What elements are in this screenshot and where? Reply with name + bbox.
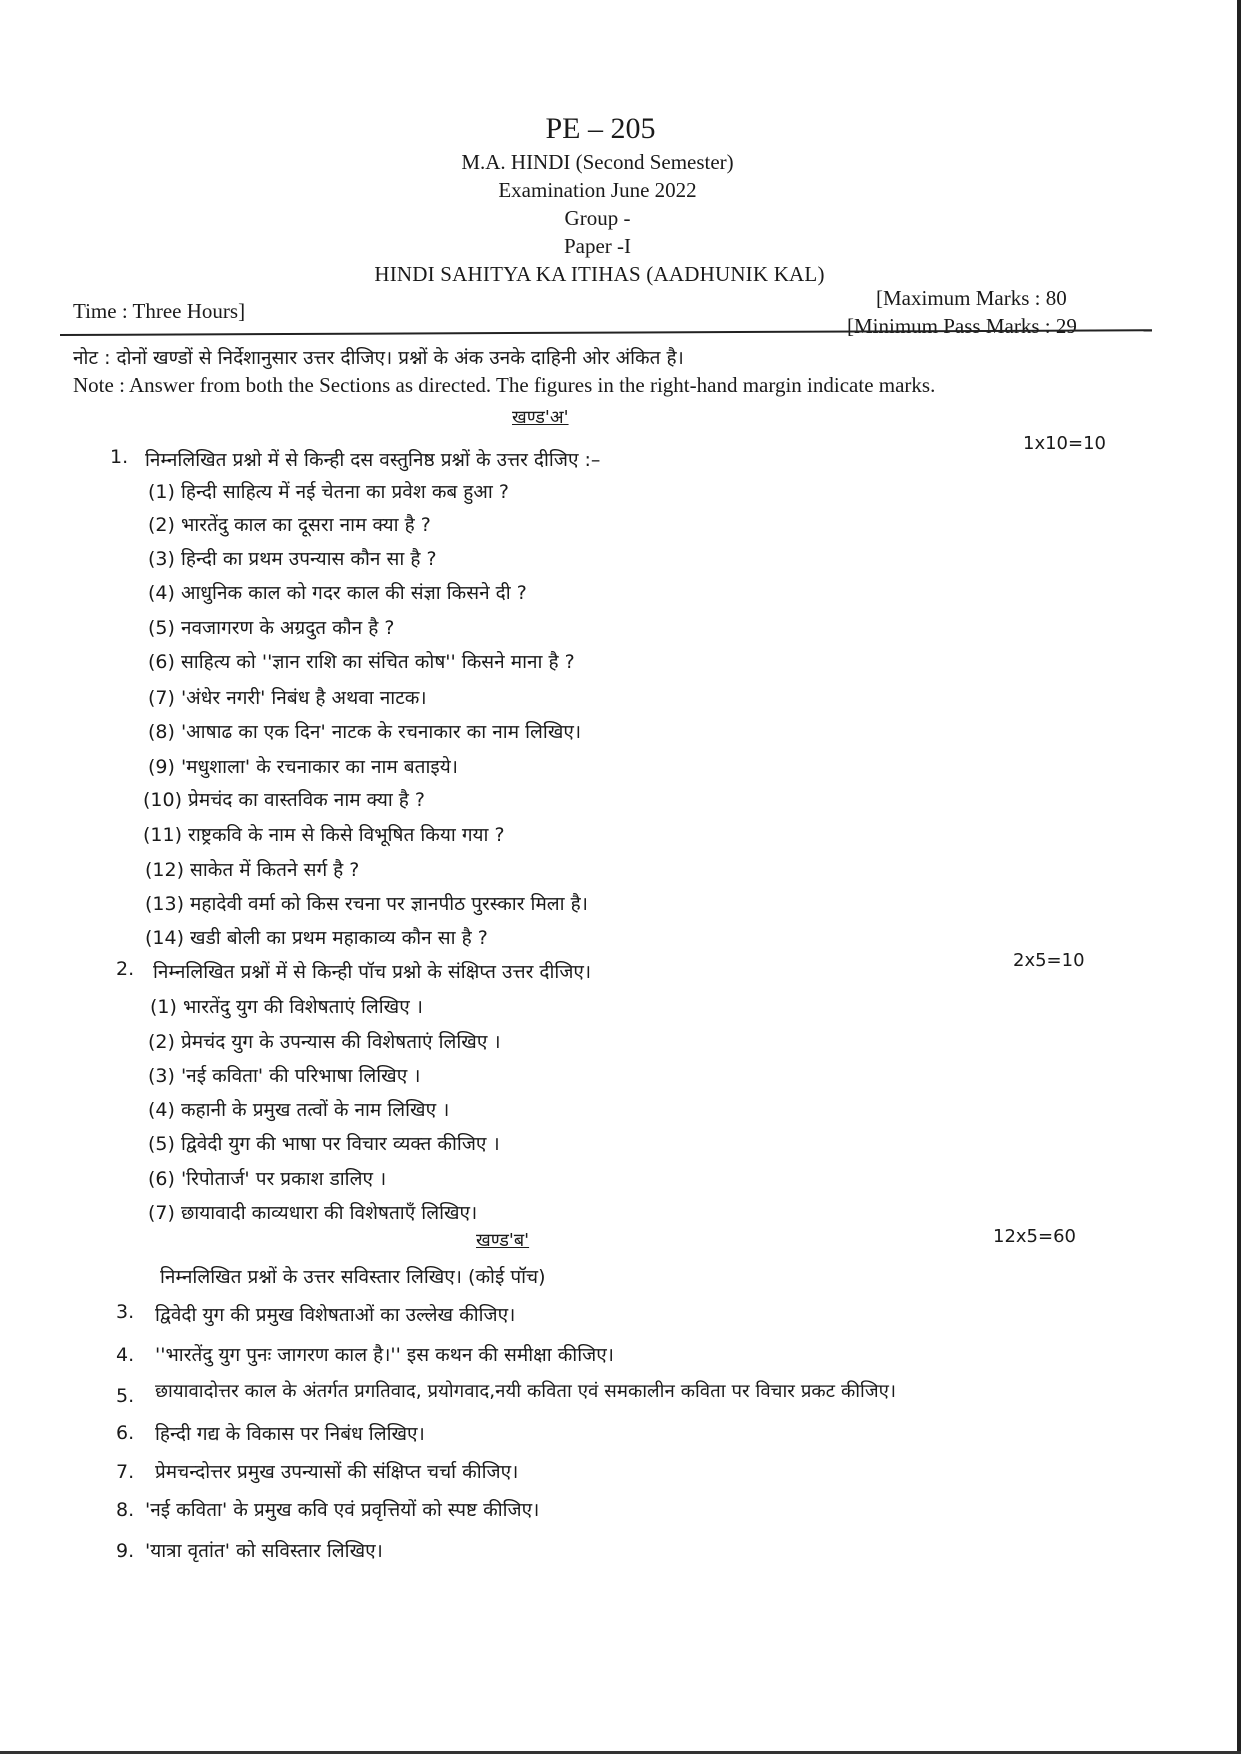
question-9-text: 'यात्रा वृतांत' को सविस्तार लिखिए। bbox=[145, 1540, 383, 1562]
question-3-text: द्विवेदी युग की प्रमुख विशेषताओं का उल्लेख कीजिए। bbox=[155, 1304, 516, 1326]
question-9-number: 9. bbox=[116, 1540, 135, 1562]
question-2-number: 2. bbox=[116, 958, 135, 980]
question-1-number: 1. bbox=[110, 446, 129, 468]
paper-label: Paper -I bbox=[563, 234, 632, 258]
question-1-item: (5) नवजागरण के अग्रदुत कौन है ? bbox=[148, 617, 395, 639]
section-b-marks: 12x5=60 bbox=[993, 1226, 1076, 1247]
question-1-item: (14) खडी बोली का प्रथम महाकाव्य कौन सा है ? bbox=[145, 927, 488, 949]
section-b-heading: खण्ड'ब' bbox=[476, 1230, 530, 1251]
question-5-text: छायावादोत्तर काल के अंतर्गत प्रगतिवाद, प्रयोगवाद,नयी कविता एवं समकालीन कविता पर विचार प्रकट कीजिए। bbox=[155, 1381, 897, 1402]
question-1-item: (6) साहित्य को ''ज्ञान राशि का संचित कोष'' किसने माना है ? bbox=[148, 651, 575, 673]
note-english: Note : Answer from both the Sections as directed. The figures in the right-hand margin indicate marks. bbox=[73, 373, 936, 397]
question-4-text: ''भारतेंदु युग पुनः जागरण काल है।'' इस कथन की समीक्षा कीजिए। bbox=[155, 1344, 614, 1366]
question-2-marks: 2x5=10 bbox=[1013, 950, 1085, 971]
question-1-item: (3) हिन्दी का प्रथम उपन्यास कौन सा है ? bbox=[148, 548, 437, 570]
question-1-item: (13) महादेवी वर्मा को किस रचना पर ज्ञानपीठ पुरस्कार मिला है। bbox=[145, 893, 588, 915]
question-2-item: (3) 'नई कविता' की परिभाषा लिखिए । bbox=[148, 1065, 421, 1087]
exam-session: Examination June 2022 bbox=[498, 178, 697, 202]
question-1-item: (1) हिन्दी साहित्य में नई चेतना का प्रवेश कब हुआ ? bbox=[148, 481, 509, 503]
question-8-number: 8. bbox=[116, 1499, 135, 1521]
question-1-item: (11) राष्ट्रकवि के नाम से किसे विभूषित किया गया ? bbox=[143, 824, 505, 846]
subject-title: HINDI SAHITYA KA ITIHAS (AADHUNIK KAL) bbox=[374, 262, 825, 286]
question-2-item: (2) प्रेमचंद युग के उपन्यास की विशेषताएं लिखिए । bbox=[148, 1031, 501, 1053]
question-7-number: 7. bbox=[116, 1461, 135, 1483]
question-1-item: (12) साकेत में कितने सर्ग है ? bbox=[145, 859, 360, 881]
question-6-text: हिन्दी गद्य के विकास पर निबंध लिखिए। bbox=[155, 1423, 425, 1445]
question-8-text: 'नई कविता' के प्रमुख कवि एवं प्रवृत्तियों को स्पष्ट कीजिए। bbox=[145, 1499, 540, 1521]
question-5-number: 5. bbox=[116, 1385, 135, 1407]
section-b-instruction: निम्नलिखित प्रश्नों के उत्तर सविस्तार लिखिए। (कोई पॉच) bbox=[160, 1266, 546, 1288]
course-title: M.A. HINDI (Second Semester) bbox=[461, 150, 734, 174]
minimum-pass-marks: [Minimum Pass Marks : 29 bbox=[847, 314, 1077, 338]
scan-edge-right bbox=[1237, 0, 1241, 1754]
question-2-item: (7) छायावादी काव्यधारा की विशेषताएँ लिखिए। bbox=[148, 1202, 478, 1224]
question-4-number: 4. bbox=[116, 1344, 135, 1366]
question-2-text: निम्नलिखित प्रश्नों में से किन्ही पॉच प्रश्नो के संक्षिप्त उत्तर दीजिए। bbox=[153, 961, 592, 983]
question-2-item: (6) 'रिपोतार्ज' पर प्रकाश डालिए । bbox=[148, 1168, 387, 1190]
group-label: Group - bbox=[564, 206, 631, 230]
question-1-item: (9) 'मधुशाला' के रचनाकार का नाम बताइये। bbox=[148, 756, 458, 778]
question-1-item: (7) 'अंधेर नगरी' निबंध है अथवा नाटक। bbox=[148, 687, 427, 709]
paper-code: PE – 205 bbox=[545, 112, 656, 145]
question-1-marks: 1x10=10 bbox=[1023, 433, 1106, 454]
question-1-item: (8) 'आषाढ का एक दिन' नाटक के रचनाकार का नाम लिखिए। bbox=[148, 721, 582, 743]
question-7-text: प्रेमचन्दोत्तर प्रमुख उपन्यासों की संक्षिप्त चर्चा कीजिए। bbox=[155, 1461, 519, 1483]
section-a-heading: खण्ड'अ' bbox=[512, 407, 569, 428]
question-2-item: (5) द्विवेदी युग की भाषा पर विचार व्यक्त कीजिए । bbox=[148, 1133, 500, 1155]
question-3-number: 3. bbox=[116, 1301, 135, 1323]
question-1-item: (4) आधुनिक काल को गदर काल की संज्ञा किसने दी ? bbox=[148, 582, 527, 604]
note-hindi: नोट : दोनों खण्डों से निर्देशानुसार उत्तर दीजिए। प्रश्नों के अंक उनके दाहिनी ओर अंकित है। bbox=[73, 347, 684, 369]
question-1-item: (2) भारतेंदु काल का दूसरा नाम क्या है ? bbox=[148, 514, 431, 536]
time-label: Time : Three Hours] bbox=[73, 299, 246, 323]
question-2-item: (4) कहानी के प्रमुख तत्वों के नाम लिखिए । bbox=[148, 1099, 450, 1121]
question-1-text: निम्नलिखित प्रश्नो में से किन्ही दस वस्तुनिष्ठ प्रश्नों के उत्तर दीजिए :– bbox=[145, 449, 601, 471]
question-2-item: (1) भारतेंदु युग की विशेषताएं लिखिए । bbox=[150, 996, 423, 1018]
question-1-item: (10) प्रेमचंद का वास्तविक नाम क्या है ? bbox=[143, 789, 426, 811]
question-6-number: 6. bbox=[116, 1422, 135, 1444]
maximum-marks: [Maximum Marks : 80 bbox=[876, 286, 1067, 310]
